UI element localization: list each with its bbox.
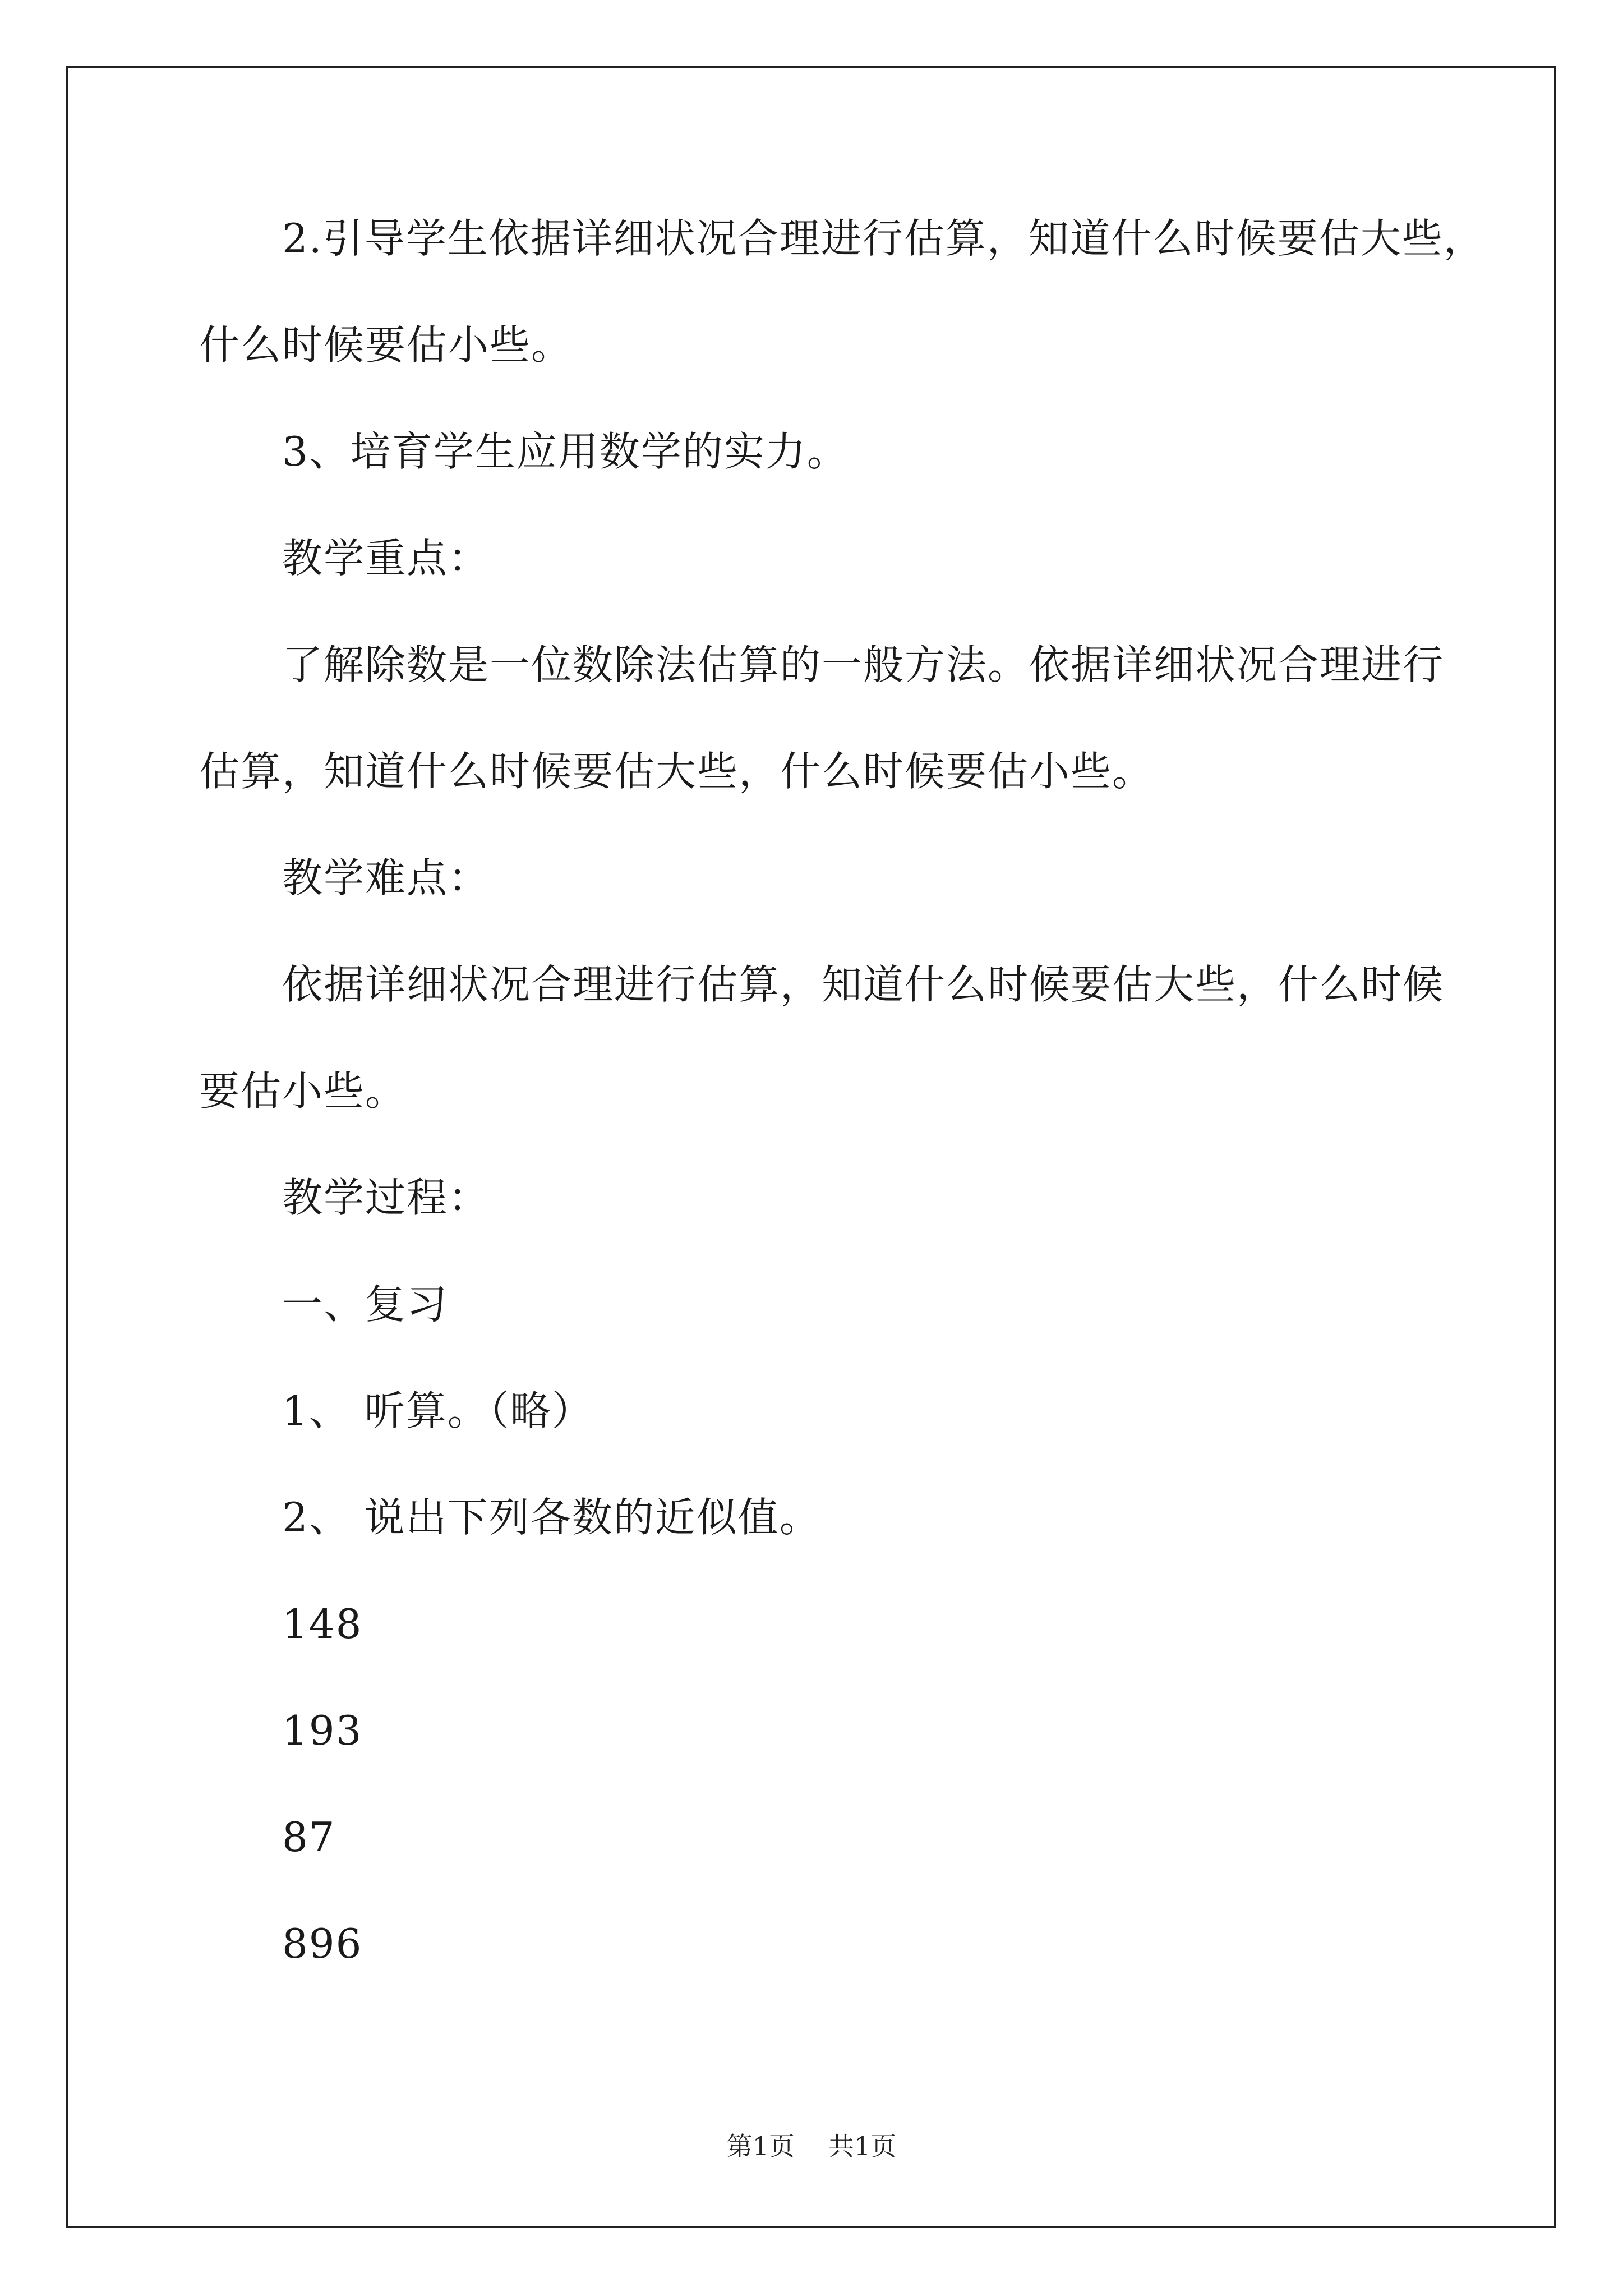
page-total: 共1页: [828, 2131, 897, 2161]
key-points-heading: 教学重点：: [282, 535, 490, 582]
page-footer: [0, 2126, 1623, 2163]
process-heading: 教学过程：: [282, 1174, 490, 1221]
objective-2-line-1: 2.引导学生依据详细状况合理进行估算，知道什么时候要估大些，: [282, 215, 1485, 262]
number-193: 193: [282, 1707, 363, 1754]
document-body: [199, 185, 1485, 1997]
number-896: 896: [282, 1920, 363, 1967]
difficulties-line-2: 要估小些。: [199, 1068, 407, 1115]
key-points-line-2: 估算，知道什么时候要估大些，什么时候要估小些。: [199, 748, 1154, 795]
objective-2-line-2: 什么时候要估小些。: [199, 321, 573, 369]
review-item-1: 1、 听算。（略）: [282, 1387, 593, 1434]
key-points-line-1: 了解除数是一位数除法估算的一般方法。依据详细状况合理进行: [282, 641, 1445, 688]
number-87: 87: [282, 1814, 336, 1861]
number-148: 148: [282, 1600, 363, 1648]
page-number: 第1页: [726, 2131, 795, 2161]
review-heading: 一、复习: [282, 1281, 449, 1328]
difficulties-heading: 教学难点：: [282, 854, 490, 901]
difficulties-line-1: 依据详细状况合理进行估算，知道什么时候要估大些，什么时候: [282, 961, 1445, 1008]
objective-3: 3、培育学生应用数学的实力。: [282, 428, 849, 475]
review-item-2: 2、 说出下列各数的近似值。: [282, 1494, 821, 1541]
